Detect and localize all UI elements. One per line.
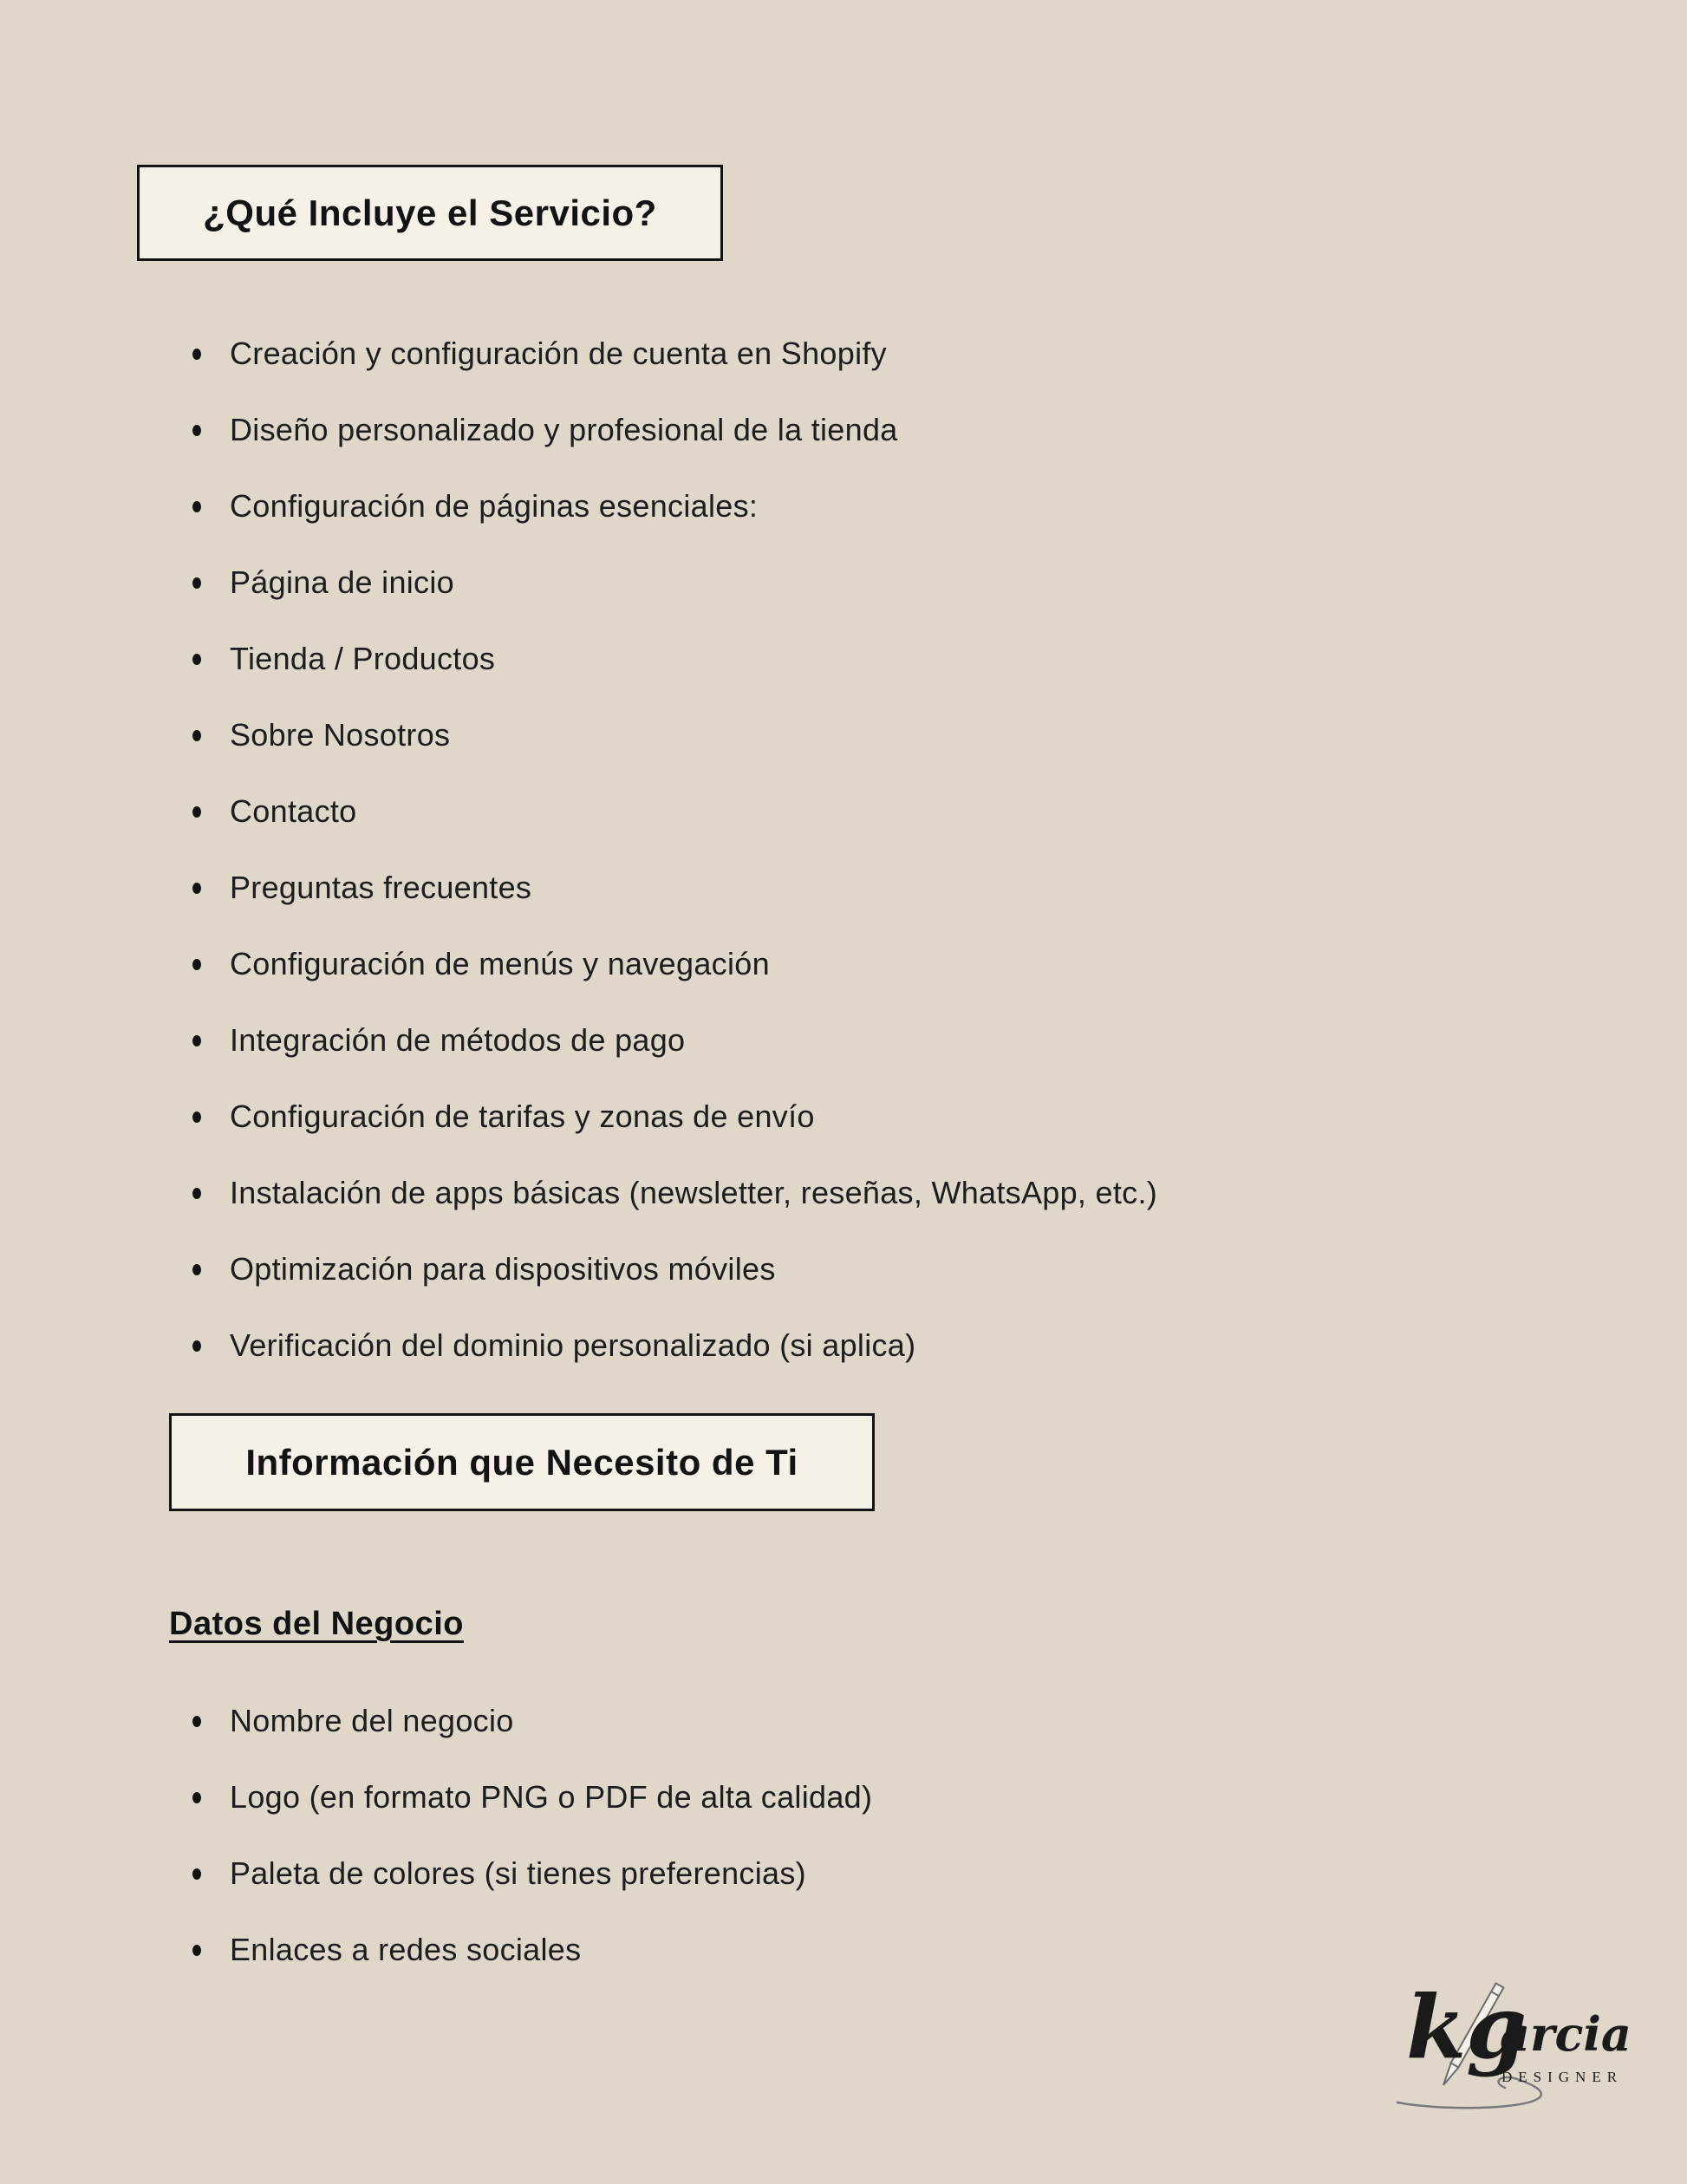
list-item	[192, 1759, 872, 1835]
bullet-icon	[192, 1792, 201, 1803]
list-item	[192, 1231, 1157, 1307]
list-item-label: Integración de métodos de pago	[230, 1022, 686, 1058]
services-heading-box	[137, 165, 723, 261]
info-needed-heading-box	[169, 1413, 875, 1511]
business-data-list	[192, 1683, 872, 1988]
bullet-icon	[192, 1264, 201, 1275]
list-item-label: Nombre del negocio	[230, 1703, 514, 1738]
services-heading: ¿Qué Incluye el Servicio?	[203, 192, 657, 233]
bullet-icon	[192, 654, 201, 665]
brand-tagline: DESIGNER	[1501, 2069, 1624, 2085]
bullet-icon	[192, 501, 201, 512]
list-item-label: Instalación de apps básicas (newsletter, reseñas, WhatsApp, etc.)	[230, 1175, 1158, 1210]
brand-logo	[1370, 1955, 1638, 2116]
list-item-label: Optimización para dispositivos móviles	[230, 1251, 776, 1287]
list-item-label: Diseño personalizado y profesional de la tienda	[230, 412, 898, 447]
bullet-icon	[192, 1945, 201, 1956]
info-needed-heading: Información que Necesito de Ti	[245, 1441, 798, 1483]
bullet-icon	[192, 883, 201, 894]
list-item-label: Configuración de tarifas y zonas de envío	[230, 1099, 815, 1134]
list-item	[192, 1683, 872, 1759]
bullet-icon	[192, 1340, 201, 1352]
bullet-icon	[192, 1035, 201, 1046]
list-item	[192, 850, 1157, 926]
list-item	[192, 697, 1157, 773]
list-item	[192, 1835, 872, 1912]
list-item	[192, 1079, 1157, 1155]
bullet-icon	[192, 806, 201, 818]
list-item	[192, 1912, 872, 1988]
brand-logo-graphic	[1370, 1955, 1638, 2116]
list-item-label: Configuración de menús y navegación	[230, 946, 770, 981]
bullet-icon	[192, 959, 201, 970]
list-item-label: Sobre Nosotros	[230, 717, 451, 753]
list-item-label: Enlaces a redes sociales	[230, 1932, 582, 1967]
list-item	[192, 468, 1157, 544]
bullet-icon	[192, 1112, 201, 1123]
list-item	[192, 544, 1157, 621]
list-item-label: Contacto	[230, 793, 357, 829]
list-item	[192, 1155, 1157, 1231]
services-list	[192, 316, 1157, 1384]
list-item	[192, 392, 1157, 468]
list-item-label: Logo (en formato PNG o PDF de alta calidad)	[230, 1779, 873, 1815]
brand-initials: kg	[1406, 1976, 1527, 2078]
list-item	[192, 316, 1157, 392]
bullet-icon	[192, 1188, 201, 1199]
list-item-label: Página de inicio	[230, 564, 454, 600]
list-item	[192, 621, 1157, 697]
list-item-label: Paleta de colores (si tienes preferencias)	[230, 1855, 806, 1891]
list-item-label: Preguntas frecuentes	[230, 870, 532, 905]
bullet-icon	[192, 425, 201, 436]
list-item	[192, 1002, 1157, 1079]
list-item-label: Creación y configuración de cuenta en Shopify	[230, 336, 887, 371]
bullet-icon	[192, 1868, 201, 1880]
business-data-subheading: Datos del Negocio	[169, 1606, 464, 1642]
bullet-icon	[192, 1716, 201, 1727]
bullet-icon	[192, 349, 201, 360]
list-item-label: Tienda / Productos	[230, 641, 496, 676]
list-item-label: Configuración de páginas esenciales:	[230, 488, 759, 524]
list-item	[192, 773, 1157, 850]
list-item	[192, 926, 1157, 1002]
list-item-label: Verificación del dominio personalizado (si aplica)	[230, 1327, 916, 1363]
bullet-icon	[192, 730, 201, 741]
brand-name: arcia	[1500, 2006, 1632, 2062]
bullet-icon	[192, 577, 201, 589]
list-item	[192, 1307, 1157, 1384]
